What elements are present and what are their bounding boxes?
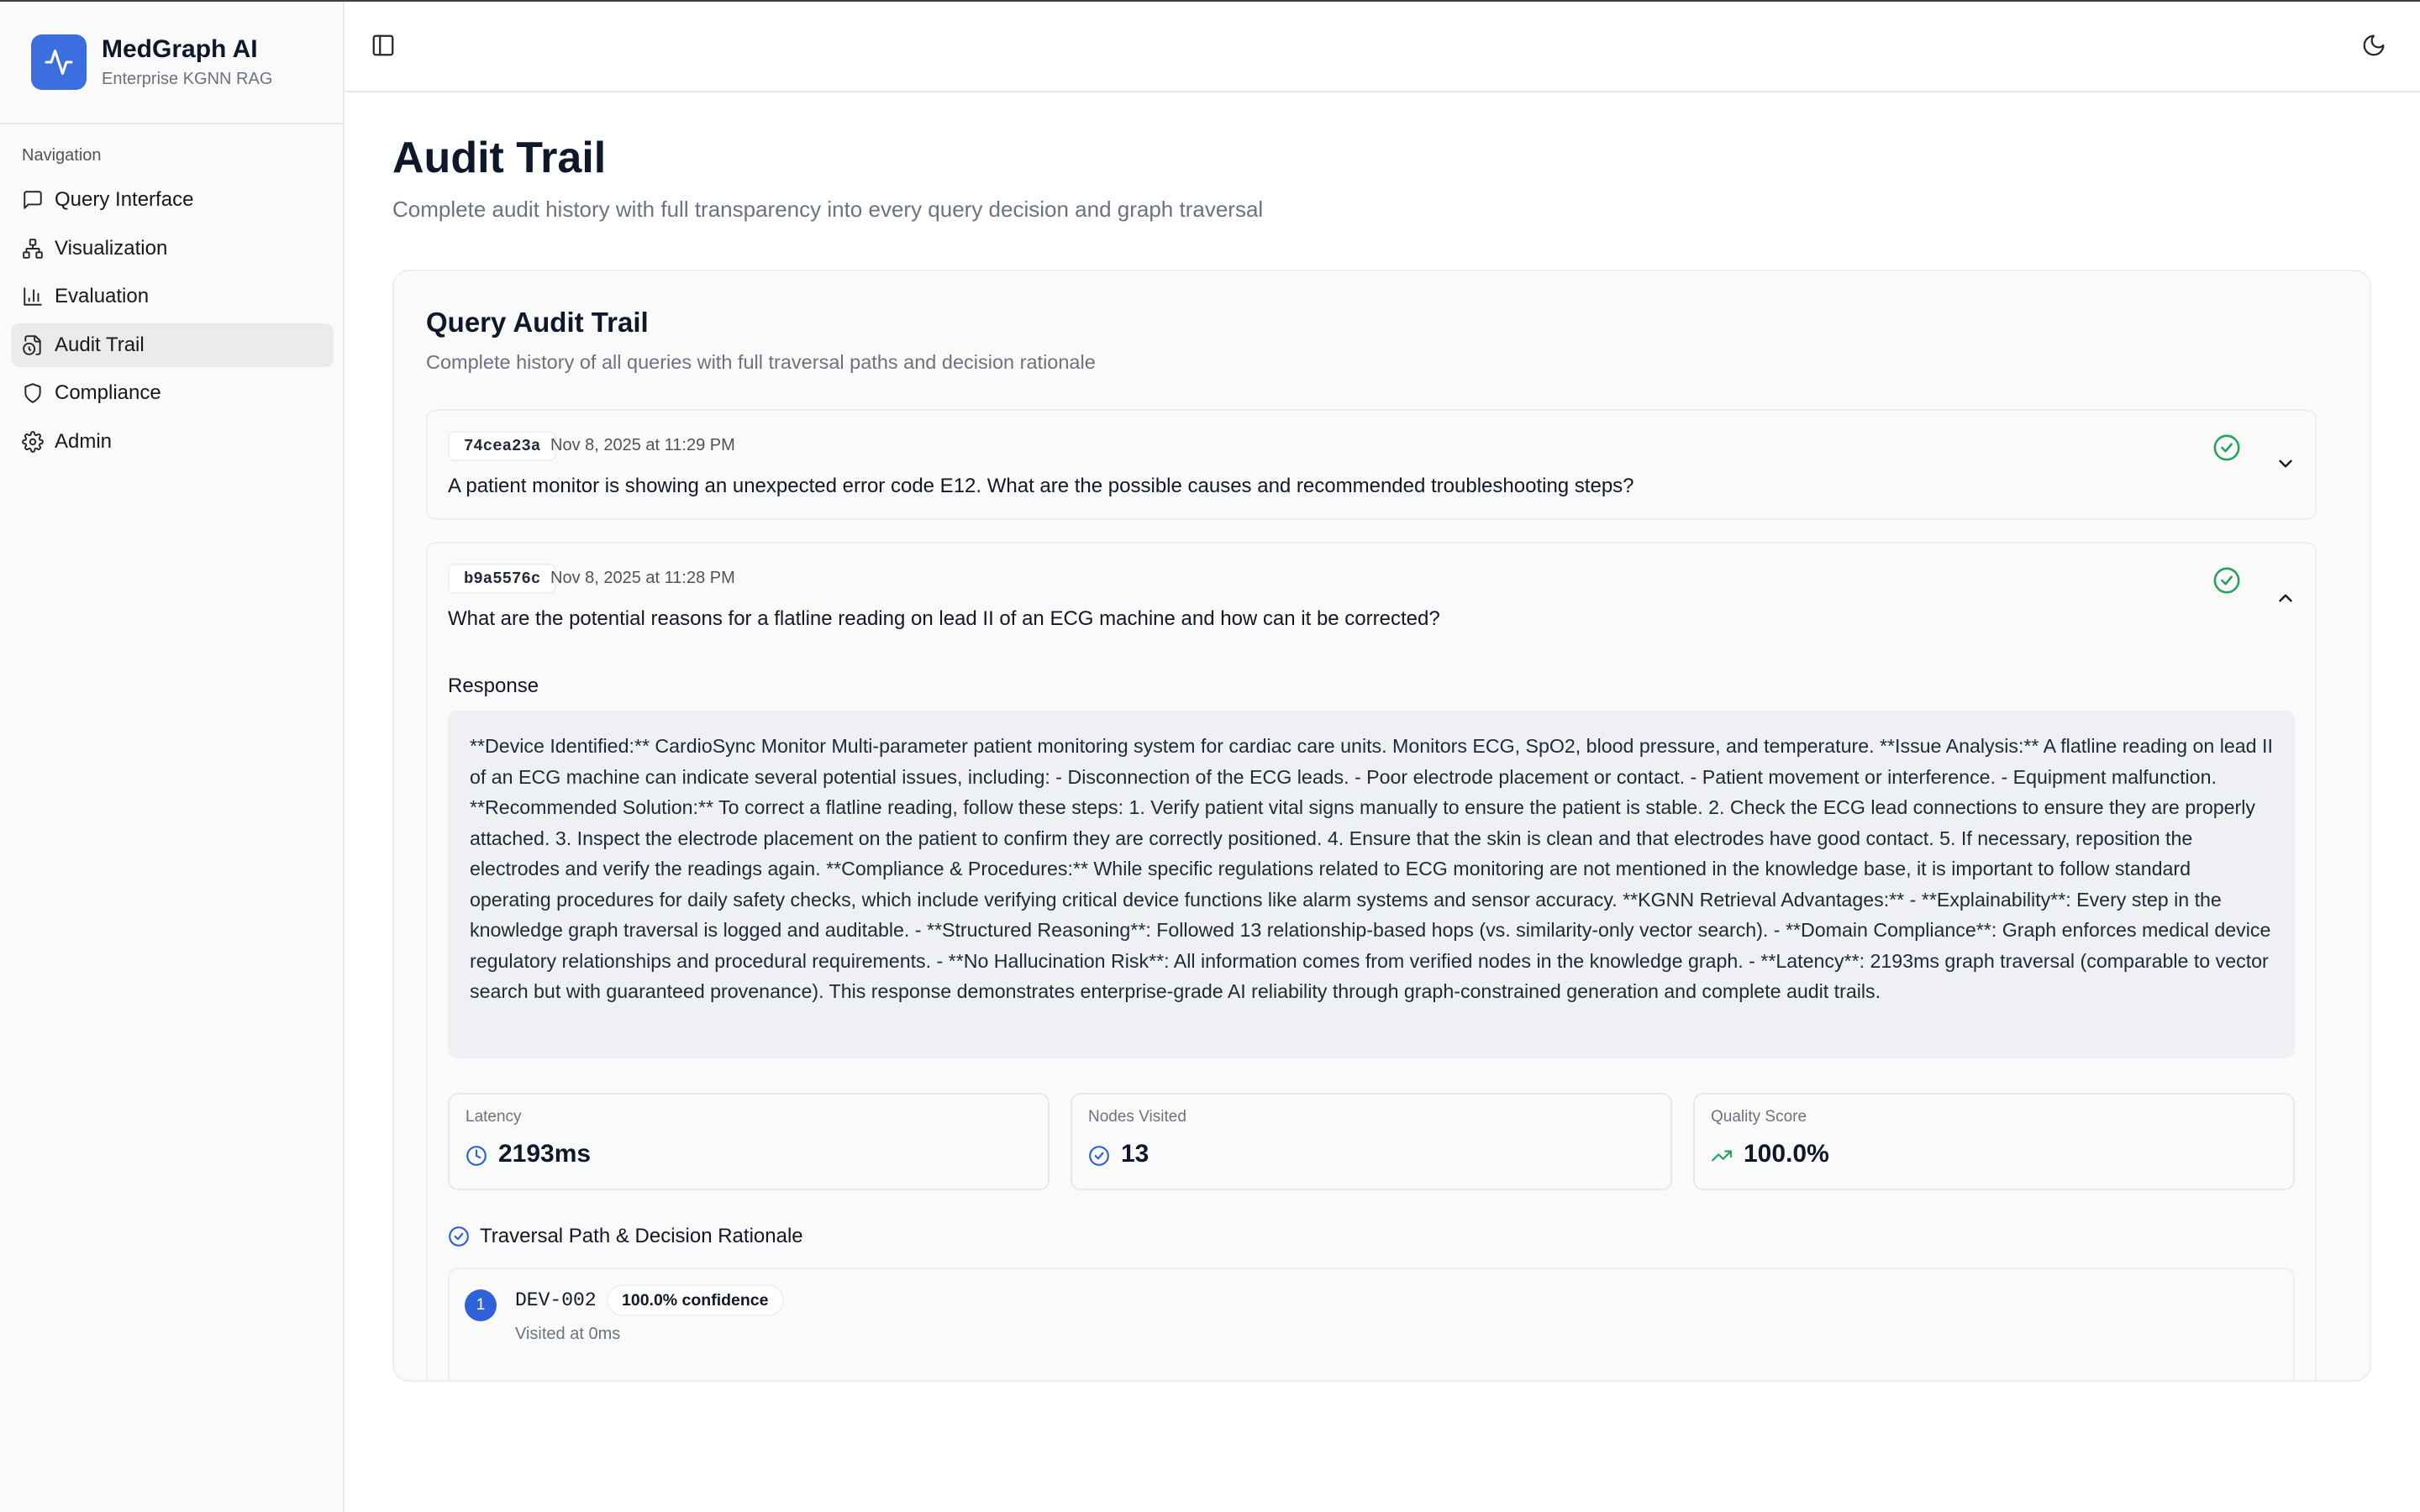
gear-icon [22,431,44,453]
page-subtitle: Complete audit history with full transparency into every query decision and graph traversal [392,197,1264,222]
sidebar-item-label: Admin [55,429,113,453]
file-clock-icon [22,334,44,356]
bar-chart-icon [22,286,44,307]
sidebar-item-label: Compliance [55,381,161,404]
sidebar-item-audit-trail[interactable] [11,323,334,367]
audit-entry[interactable] [426,409,2317,520]
visited-time: Visited at 0ms [515,1325,621,1343]
app-subtitle: Enterprise KGNN RAG [102,70,273,88]
network-icon [22,238,44,260]
sidebar-item-label: Audit Trail [55,333,145,356]
sidebar-item-label: Evaluation [55,285,150,307]
sidebar-item-visualization[interactable] [11,227,334,270]
sidebar-item-admin[interactable] [11,420,334,464]
sidebar-item-label: Query Interface [55,188,194,211]
trending-up-icon [1711,1145,1733,1167]
response-text: **Device Identified:** CardioSync Monitor Multi-parameter patient monitoring system for cardiac care units. Monitors ECG, SpO2, blood pressure, and temperature. **Issue Analysis:** A flatline reading on lead II of an ECG machine can indicate several potential issues, including: - Disconnection of the ECG leads. - Poor electrode placement or contact. - Patient movement or interference. - Equipment malfunction. **Recommended Solution:** To correct a flatline reading, follow these steps: 1. Verify patient vital signs manually to ensure the patient is stable. 2. Check the ECG lead connections to ensure they are properly attached. 3. Inspect the electrode placement on the patient to confirm they are correctly positioned. 4. Ensure that the skin is clean and that electrodes have good contact. 5. If necessary, reposition the electrodes and verify the readings again. **Compliance & Procedures:** While specific regulations related to ECG monitoring are not mentioned in the knowledge base, it is important to follow standard operating procedures for daily safety checks, which include verifying critical device functions like alarm systems and sensor accuracy. **KGNN Retrieval Advantages:** - **Explainability**: Every step in the knowledge graph traversal is logged and auditable. - **Structured Reasoning**: Followed 13 relationship-based hops (vs. similarity-only vector search). - **Domain Compliance**: Graph enforces medical device regulatory relationships and procedural requirements. - **No Hallucination Risk**: All information comes from verified nodes in the knowledge graph. - **Latency**: 2193ms graph traversal (comparable to vector search but with guaranteed provenance). This response demonstrates enterprise-grade AI reliability through graph-constrained generation and complete audit trails. [448,711,2295,1058]
card-subtitle: Complete history of all queries with full traversal paths and decision rationale [426,351,1096,373]
metric-label: Quality Score [1711,1108,1807,1126]
traversal-step [448,1268,2295,1382]
confidence-badge: 100.0% confidence [607,1284,784,1316]
nav-section-label: Navigation [22,146,102,165]
sidebar-item-compliance[interactable] [11,371,334,415]
chevron-up-icon[interactable] [2275,587,2296,609]
sidebar-nav [11,178,334,468]
sidebar [0,2,345,1512]
metric-value: 100.0% [1744,1140,1829,1168]
check-circle-icon [448,1226,470,1247]
top-header [345,2,2420,92]
panel-left-icon [371,33,396,58]
query-text: A patient monitor is showing an unexpected error code E12. What are the possible causes and recommended troubleshooting steps? [448,475,1634,497]
moon-icon [2361,33,2386,58]
node-id: DEV-002 [515,1289,597,1311]
metric-value: 2193ms [498,1140,592,1168]
step-number: 1 [465,1289,497,1321]
sidebar-item-query-interface[interactable] [11,178,334,222]
traversal-title: Traversal Path & Decision Rationale [480,1225,803,1247]
sidebar-item-label: Visualization [55,236,168,260]
query-text: What are the potential reasons for a flatline reading on lead II of an ECG machine and how can it be corrected? [448,607,1440,630]
check-circle-icon [1088,1145,1110,1167]
check-circle-icon [2212,433,2241,462]
query-id-badge: 74cea23a [448,431,556,461]
query-audit-trail-card [392,270,2371,1382]
app-name: MedGraph AI [102,35,258,63]
nodes-visited-metric [1071,1093,1672,1190]
latency-metric [448,1093,1050,1190]
quality-score-metric [1693,1093,2295,1190]
page-title: Audit Trail [392,134,607,182]
audit-entry-expanded [426,542,2317,1382]
query-timestamp: Nov 8, 2025 at 11:28 PM [550,569,735,587]
query-timestamp: Nov 8, 2025 at 11:29 PM [550,436,735,454]
shield-icon [22,382,44,404]
chevron-down-icon[interactable] [2275,453,2296,475]
metric-label: Nodes Visited [1088,1108,1186,1126]
activity-icon [31,34,87,90]
check-circle-icon [2212,566,2241,595]
query-id-badge: b9a5576c [448,564,556,594]
sidebar-toggle-button[interactable] [371,33,396,58]
theme-toggle-button[interactable] [2361,33,2386,58]
sidebar-item-evaluation[interactable] [11,275,334,318]
brand[interactable] [0,2,343,124]
metric-value: 13 [1121,1140,1150,1168]
clock-icon [466,1145,487,1167]
metric-label: Latency [466,1108,522,1126]
message-square-icon [22,189,44,211]
response-label: Response [448,675,539,697]
card-title: Query Audit Trail [426,307,649,338]
